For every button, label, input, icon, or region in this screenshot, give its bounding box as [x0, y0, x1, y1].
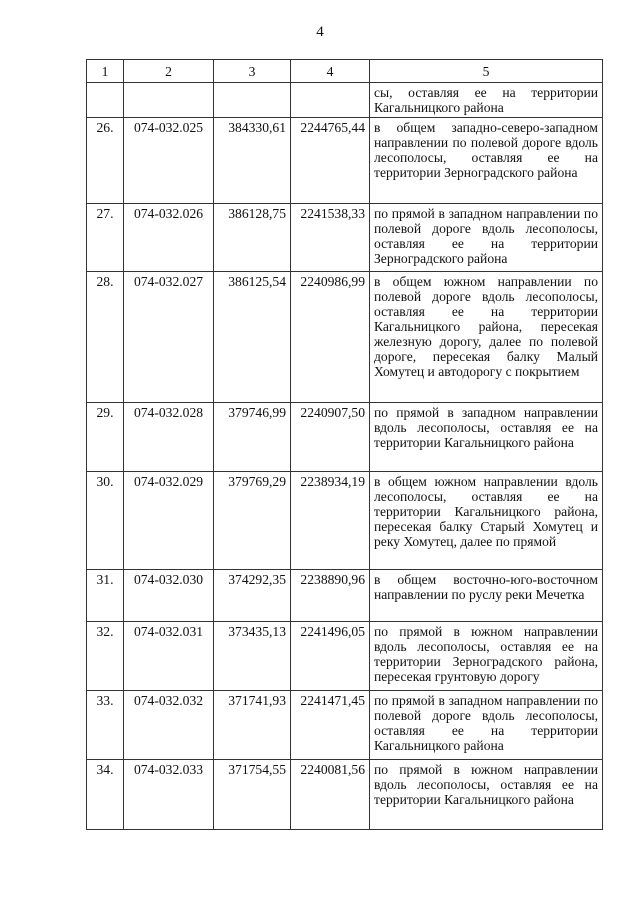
point-code: 074-032.026 — [124, 204, 214, 272]
table-row — [87, 760, 603, 830]
table-row — [87, 83, 603, 118]
table-row — [87, 403, 603, 472]
boundary-description: в общем южном направлении по полевой дороге вдоль лесополосы, оставляя ее на территории Кагальницкого района, пересекая железную дорогу, далее по полевой дороге, пересекая балку Малый Хомутец и автодорогу с покрытием — [370, 272, 603, 403]
boundary-description: по прямой в западном направлении вдоль лесополосы, оставляя ее на территории Кагальницкого района — [370, 403, 603, 472]
table-row — [87, 622, 603, 691]
column-header-description: 5 — [370, 60, 603, 83]
point-code: 074-032.027 — [124, 272, 214, 403]
column-header-x: 3 — [214, 60, 291, 83]
row-number: 29. — [87, 403, 124, 472]
coordinate-y: 2244765,44 — [291, 118, 370, 204]
column-header-number: 1 — [87, 60, 124, 83]
coordinate-x: 371754,55 — [214, 760, 291, 830]
boundary-table — [86, 59, 603, 830]
row-number: 31. — [87, 570, 124, 622]
row-number — [87, 83, 124, 118]
coordinate-x: 379769,29 — [214, 472, 291, 570]
coordinate-y: 2238890,96 — [291, 570, 370, 622]
point-code: 074-032.031 — [124, 622, 214, 691]
table-row — [87, 204, 603, 272]
coordinate-y: 2241538,33 — [291, 204, 370, 272]
point-code: 074-032.032 — [124, 691, 214, 760]
row-number: 26. — [87, 118, 124, 204]
row-number: 33. — [87, 691, 124, 760]
boundary-description: в общем южном направлении вдоль лесополосы, оставляя ее на территории Кагальницкого района, пересекая балку Старый Хомутец и реку Хомутец, далее по прямой — [370, 472, 603, 570]
row-number: 30. — [87, 472, 124, 570]
table-row — [87, 272, 603, 403]
coordinate-y: 2241471,45 — [291, 691, 370, 760]
coordinate-x: 386125,54 — [214, 272, 291, 403]
boundary-description: по прямой в южном направлении вдоль лесополосы, оставляя ее на территории Зерноградского района, пересекая грунтовую дорогу — [370, 622, 603, 691]
page-number: 4 — [316, 24, 324, 40]
point-code: 074-032.030 — [124, 570, 214, 622]
boundary-description: в общем западно-северо-западном направлении по полевой дороге вдоль лесополосы, оставляя ее на территории Зерноградского района — [370, 118, 603, 204]
boundary-description: по прямой в западном направлении по полевой дороге вдоль лесополосы, оставляя ее на территории Зерноградского района — [370, 204, 603, 272]
table-row — [87, 691, 603, 760]
coordinate-x: 384330,61 — [214, 118, 291, 204]
coordinate-x: 373435,13 — [214, 622, 291, 691]
point-code: 074-032.025 — [124, 118, 214, 204]
row-number: 32. — [87, 622, 124, 691]
point-code — [124, 83, 214, 118]
table-row — [87, 570, 603, 622]
point-code: 074-032.029 — [124, 472, 214, 570]
boundary-description: в общем восточно-юго-восточном направлении по руслу реки Мечетка — [370, 570, 603, 622]
coordinate-y — [291, 83, 370, 118]
coordinate-y: 2240986,99 — [291, 272, 370, 403]
coordinate-y: 2240907,50 — [291, 403, 370, 472]
coordinate-y: 2240081,56 — [291, 760, 370, 830]
coordinate-x — [214, 83, 291, 118]
row-number: 34. — [87, 760, 124, 830]
coordinate-x: 386128,75 — [214, 204, 291, 272]
column-header-code: 2 — [124, 60, 214, 83]
boundary-description: по прямой в южном направлении вдоль лесополосы, оставляя ее на территории Кагальницкого района — [370, 760, 603, 830]
point-code: 074-032.033 — [124, 760, 214, 830]
row-number: 27. — [87, 204, 124, 272]
header-row — [87, 60, 603, 83]
table-row — [87, 118, 603, 204]
row-number: 28. — [87, 272, 124, 403]
coordinate-x: 374292,35 — [214, 570, 291, 622]
column-header-y: 4 — [291, 60, 370, 83]
coordinate-y: 2238934,19 — [291, 472, 370, 570]
coordinate-y: 2241496,05 — [291, 622, 370, 691]
table-row — [87, 472, 603, 570]
boundary-description: сы, оставляя ее на территории Кагальницкого района — [370, 83, 603, 118]
point-code: 074-032.028 — [124, 403, 214, 472]
coordinate-x: 379746,99 — [214, 403, 291, 472]
coordinate-x: 371741,93 — [214, 691, 291, 760]
boundary-description: по прямой в западном направлении по полевой дороге вдоль лесополосы, оставляя ее на территории Кагальницкого района — [370, 691, 603, 760]
